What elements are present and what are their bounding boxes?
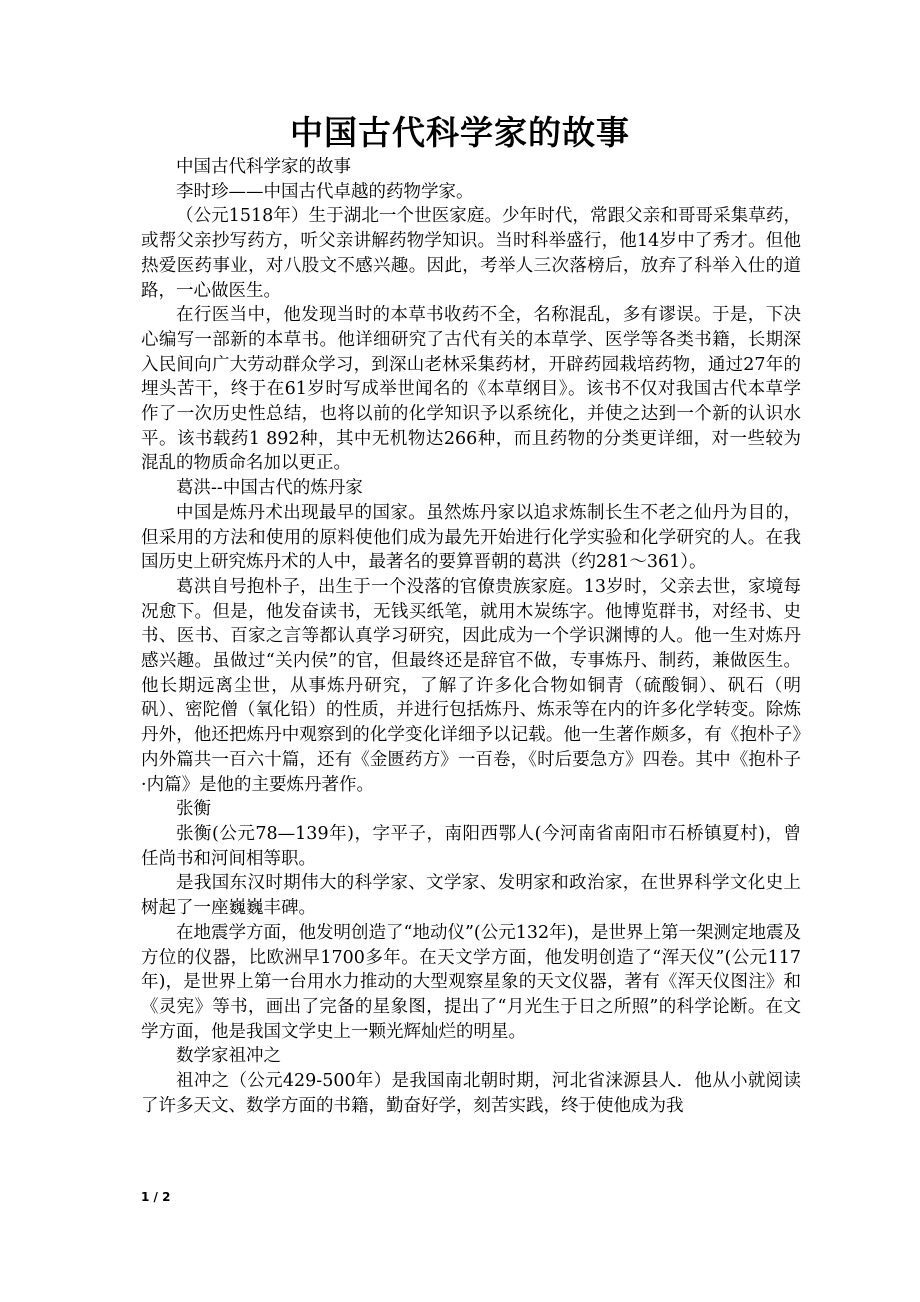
paragraph-li-shizhen-bencao: 在行医当中，他发现当时的本草书收药不全，名称混乱，多有谬误。于是，下决心编写一部新的本草书。他详细研究了古代有关的本草学、医学等各类书籍，长期深入民间向广大劳动群众学习，到深山老林采集药材，开辟药园栽培药物，通过27年的埋头苦干，终于在61岁时写成举世闻名的《本草纲目》。该书不仅对我国古代本草学作了一次历史性总结，也将以前的化学知识予以系统化，并使之达到一个新的认识水平。该书载药1 892种，其中无机物达266种，而且药物的分类更详细，对一些较为混乱的物质命名加以更正。 — [141, 305, 801, 474]
paragraph-subtitle: 中国古代科学家的故事 — [176, 157, 351, 177]
paragraph-zhang-heng-summary: 是我国东汉时期伟大的科学家、文学家、发明家和政治家，在世界科学文化史上树起了一座巍巍丰碑。 — [141, 873, 801, 919]
page-number: 1 / 2 — [141, 1190, 171, 1204]
paragraph-zu-chongzhi-heading: 数学家祖冲之 — [176, 1046, 281, 1067]
paragraph-li-shizhen-heading: 李时珍——中国古代卓越的药物学家。 — [176, 181, 474, 202]
paragraph-zhang-heng-inventions: 在地震学方面，他发明创造了“地动仪”(公元132年)，是世界上第一架测定地震及方位的仪器，比欧洲早1700多年。在天文学方面，他发明创造了“浑天仪”(公元117年)，是世界上第一台用水力推动的大型观察星象的天文仪器，著有《浑天仪图注》和《灵宪》等书，画出了完备的星象图，提出了“月光生于日之所照”的科学论断。在文学方面，他是我国文学史上一颗光辉灿烂的明星。 — [141, 922, 801, 1042]
paragraph-zu-chongzhi-bio: 祖冲之（公元429-500年）是我国南北朝时期，河北省涞源县人．他从小就阅读了许多天文、数学方面的书籍，勤奋好学，刻苦实践，终于使他成为我 — [141, 1071, 801, 1116]
paragraph-zhang-heng-bio: 张衡(公元78—139年)，字平子，南阳西鄂人(今河南省南阳市石桥镇夏村)，曾任尚书和河间相等职。 — [141, 823, 801, 869]
paragraph-ge-hong-life: 葛洪自号抱朴子，出生于一个没落的官僚贵族家庭。13岁时，父亲去世，家境每况愈下。但是，他发奋读书，无钱买纸笔，就用木炭练字。他博览群书，对经书、史书、医书、百家之言等都认真学习研究，因此成为一个学识渊博的人。他一生对炼丹感兴趣。虽做过“关内侯”的官，但最终还是辞官不做，专事炼丹、制药，兼做医生。他长期远离尘世，从事炼丹研究，了解了许多化合物如铜青（硫酸铜）、矾石（明矾）、密陀僧（氧化铅）的性质，并进行包括炼丹、炼汞等在内的许多化学转变。除炼丹外，他还把炼丹中观察到的化学变化详细予以记载。他一生著作颇多，有《抱朴子》内外篇共一百六十篇，还有《金匮药方》一百卷，《时后要急方》四卷。其中《抱朴子·内篇》是他的主要炼丹著作。 — [141, 576, 801, 795]
paragraph-alchemy-intro: 中国是炼丹术出现最早的国家。虽然炼丹家以追求炼制长生不老之仙丹为目的，但采用的方法和使用的原料使他们成为最先开始进行化学实验和化学研究的人。在我国历史上研究炼丹术的人中，最著名的要算晋朝的葛洪（约281～361）。 — [141, 502, 801, 573]
paragraph-ge-hong-heading: 葛洪--中国古代的炼丹家 — [176, 478, 363, 499]
paragraph-li-shizhen-early-life: （公元1518年）生于湖北一个世医家庭。少年时代，常跟父亲和哥哥采集草药，或帮父亲抄写药方，听父亲讲解药物学知识。当时科举盛行，他14岁中了秀才。但他热爱医药事业，对八股文不感兴趣。因此，考举人三次落榜后，放弃了科举入仕的道路，一心做医生。 — [141, 206, 801, 301]
paragraph-zhang-heng-heading: 张衡 — [176, 799, 211, 820]
document-title: 中国古代科学家的故事 — [290, 113, 630, 152]
document-body — [141, 155, 801, 1118]
